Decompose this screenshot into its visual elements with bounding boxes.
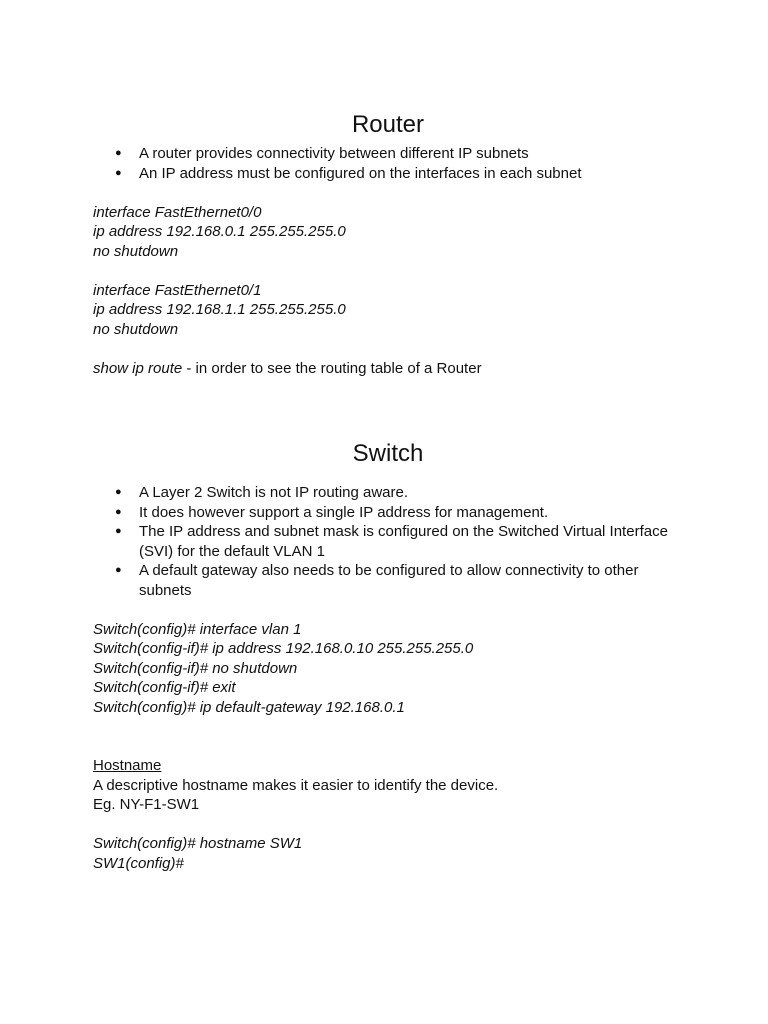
show-route-command: show ip route <box>93 359 183 377</box>
switch-bullet: ● A default gateway also needs to be configured to allow connectivity to other subnets <box>139 561 683 600</box>
router-config-block-1 <box>93 203 683 262</box>
config-line: Switch(config)# ip default-gateway 192.168.0.1 <box>93 698 405 716</box>
show-route-description: - in order to see the routing table of a Router <box>182 359 482 377</box>
config-line: interface FastEthernet0/0 <box>93 203 262 221</box>
config-line: Switch(config)# hostname SW1 <box>93 835 303 852</box>
router-bullet-list <box>93 144 683 183</box>
config-line: interface FastEthernet0/1 <box>93 281 262 299</box>
switch-bullet: ● The IP address and subnet mask is configured on the Switched Virtual Interface (SVI) for the default VLAN 1 <box>139 522 683 561</box>
switch-config-block <box>93 620 683 718</box>
switch-heading: Switch <box>352 440 424 467</box>
switch-bullet: ● A Layer 2 Switch is not IP routing aware. <box>139 483 683 503</box>
document-content <box>93 108 683 873</box>
router-bullet: ● An IP address must be configured on the interfaces in each subnet <box>139 164 683 184</box>
config-line: Switch(config)# interface vlan 1 <box>93 620 302 638</box>
config-line: ip address 192.168.1.1 255.255.255.0 <box>93 301 346 318</box>
config-line: Switch(config-if)# exit <box>93 679 236 696</box>
hostname-example: Eg. NY-F1-SW1 <box>93 796 200 813</box>
router-bullet: ● A router provides connectivity between different IP subnets <box>139 144 683 164</box>
config-line: ip address 192.168.0.1 255.255.255.0 <box>93 223 346 240</box>
router-heading: Router <box>351 111 425 138</box>
router-config-block-2 <box>93 281 683 340</box>
hostname-config-block <box>93 834 683 873</box>
config-line: SW1(config)# <box>93 854 184 872</box>
switch-bullet-list <box>93 483 683 600</box>
hostname-title: Hostname <box>93 757 162 774</box>
config-line: no shutdown <box>93 320 179 338</box>
config-line: Switch(config-if)# ip address 192.168.0.10 255.255.255.0 <box>93 640 474 657</box>
config-line: no shutdown <box>93 242 179 260</box>
config-line: Switch(config-if)# no shutdown <box>93 659 298 677</box>
show-route-line <box>93 359 683 379</box>
hostname-description: A descriptive hostname makes it easier to identify the device. <box>93 776 499 794</box>
switch-bullet: ● It does however support a single IP address for management. <box>139 503 683 523</box>
